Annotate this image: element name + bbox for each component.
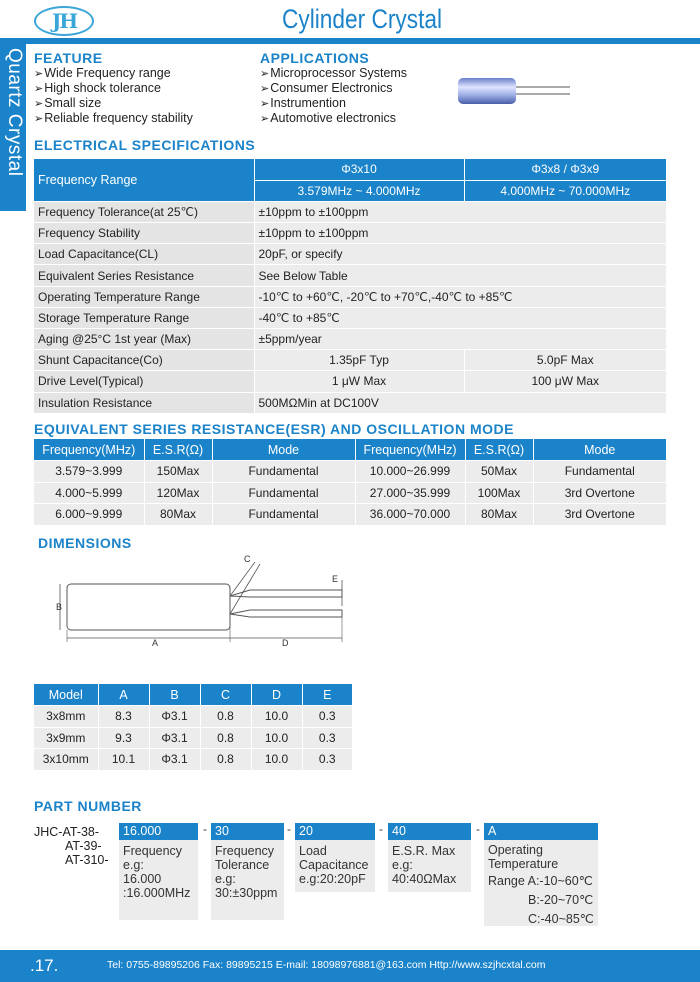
freq-range-label: Frequency Range bbox=[34, 159, 254, 201]
spec-value: 5.0pF Max bbox=[464, 350, 667, 371]
spec-header-row bbox=[34, 159, 667, 180]
dim-cell: Φ3.1 bbox=[149, 727, 200, 749]
pn-field-tolerance bbox=[211, 823, 284, 920]
pn-desc-line: Load bbox=[299, 844, 327, 858]
esr-col-header: E.S.R(Ω) bbox=[465, 439, 533, 461]
pn-field-desc bbox=[211, 840, 284, 920]
header-bar bbox=[0, 38, 700, 44]
feature-item: ➢ Wide Frequency range bbox=[34, 66, 193, 81]
feature-heading: FEATURE bbox=[34, 50, 103, 66]
pn-desc-line: 40:40ΩMax bbox=[392, 872, 457, 886]
spec-row bbox=[34, 223, 667, 244]
esr-cell: 80Max bbox=[144, 504, 212, 526]
applications-list bbox=[260, 66, 407, 126]
dim-cell: 10.1 bbox=[98, 749, 149, 771]
dim-cell: 3x10mm bbox=[34, 749, 98, 771]
esr-col-header: Mode bbox=[533, 439, 667, 461]
table-row bbox=[34, 482, 667, 504]
spec-row bbox=[34, 392, 667, 413]
spec-label: Frequency Stability bbox=[34, 223, 254, 244]
dim-cell: 10.0 bbox=[251, 749, 302, 771]
dim-cell: 0.8 bbox=[200, 706, 251, 728]
esr-cell: 50Max bbox=[465, 461, 533, 483]
pn-desc-line: Tolerance bbox=[215, 858, 270, 872]
pn-field-frequency bbox=[119, 823, 198, 920]
electrical-spec-table bbox=[34, 159, 667, 414]
crystal-product-image bbox=[458, 74, 570, 108]
spec-value: See Below Table bbox=[254, 265, 667, 286]
electrical-heading: ELECTRICAL SPECIFICATIONS bbox=[34, 137, 256, 153]
dim-col-header: C bbox=[200, 684, 251, 706]
pn-desc-line: e.g: bbox=[123, 858, 144, 872]
esr-col-header: Frequency(MHz) bbox=[34, 439, 144, 461]
spec-value: ±5ppm/year bbox=[254, 329, 667, 350]
dim-col-header: Model bbox=[34, 684, 98, 706]
esr-cell: 27.000~35.999 bbox=[355, 482, 465, 504]
side-tab-label: Quartz Crystal bbox=[4, 48, 25, 177]
spec-value: -10℃ to +60℃, -20℃ to +70℃,-40℃ to +85℃ bbox=[254, 286, 667, 307]
dim-cell: 0.3 bbox=[302, 727, 353, 749]
esr-header-row bbox=[34, 439, 667, 461]
dim-cell: 3x8mm bbox=[34, 706, 98, 728]
application-item: ➢ Microprocessor Systems bbox=[260, 66, 407, 81]
dim-cell: Φ3.1 bbox=[149, 706, 200, 728]
dim-label-d: D bbox=[282, 638, 289, 648]
table-row bbox=[34, 749, 353, 771]
esr-cell: Fundamental bbox=[212, 461, 355, 483]
spec-label: Insulation Resistance bbox=[34, 392, 254, 413]
part-code: JHC-AT-38- bbox=[34, 825, 100, 839]
dimension-drawing bbox=[50, 550, 350, 650]
esr-cell: 3.579~3.999 bbox=[34, 461, 144, 483]
pn-field-desc bbox=[484, 840, 598, 926]
dim-cell: 10.0 bbox=[251, 706, 302, 728]
esr-col-header: Frequency(MHz) bbox=[355, 439, 465, 461]
pn-dash: - bbox=[379, 822, 383, 836]
pn-field-desc bbox=[119, 840, 198, 920]
spec-row bbox=[34, 286, 667, 307]
spec-value: ±10ppm to ±100ppm bbox=[254, 201, 667, 222]
col-head-3x10: Φ3x10 bbox=[254, 159, 464, 180]
spec-label: Drive Level(Typical) bbox=[34, 371, 254, 392]
spec-label: Equivalent Series Resistance bbox=[34, 265, 254, 286]
company-logo bbox=[34, 6, 94, 36]
dim-col-header: A bbox=[98, 684, 149, 706]
applications-heading: APPLICATIONS bbox=[260, 50, 370, 66]
pn-dash: - bbox=[476, 822, 480, 836]
pn-desc-line: Capacitance bbox=[299, 858, 369, 872]
pn-desc-line: C:-40~85℃ bbox=[528, 912, 594, 926]
part-number-codes bbox=[34, 825, 109, 867]
dim-cell: 0.3 bbox=[302, 749, 353, 771]
page-number: .17. bbox=[30, 956, 59, 975]
pn-field-code: 40 bbox=[388, 823, 471, 840]
feature-item: ➢ High shock tolerance bbox=[34, 81, 193, 96]
spec-value: -40℃ to +85℃ bbox=[254, 307, 667, 328]
dim-label-a: A bbox=[152, 638, 159, 648]
pn-dash: - bbox=[203, 822, 207, 836]
dimensions-heading: DIMENSIONS bbox=[38, 535, 132, 551]
table-row bbox=[34, 504, 667, 526]
dim-cell: Φ3.1 bbox=[149, 749, 200, 771]
pn-field-code: 20 bbox=[295, 823, 375, 840]
feature-item: ➢ Reliable frequency stability bbox=[34, 111, 193, 126]
pn-field-desc bbox=[388, 840, 471, 892]
pn-field-load-capacitance bbox=[295, 823, 375, 892]
pn-desc-line: Range A:-10~60℃ bbox=[488, 874, 593, 888]
dim-col-header: B bbox=[149, 684, 200, 706]
dim-cell: 3x9mm bbox=[34, 727, 98, 749]
spec-label: Frequency Tolerance(at 25℃) bbox=[34, 201, 254, 222]
part-number-heading: PART NUMBER bbox=[34, 798, 142, 814]
spec-label: Operating Temperature Range bbox=[34, 286, 254, 307]
esr-cell: 36.000~70.000 bbox=[355, 504, 465, 526]
application-item: ➢ Automotive electronics bbox=[260, 111, 407, 126]
pn-dash: - bbox=[287, 822, 291, 836]
dim-col-header: D bbox=[251, 684, 302, 706]
spec-row bbox=[34, 350, 667, 371]
logo-text: JH bbox=[51, 9, 77, 33]
dim-label-b: B bbox=[56, 602, 63, 612]
part-code: AT-310- bbox=[65, 853, 109, 867]
pn-field-code: 16.000 bbox=[119, 823, 198, 840]
esr-cell: 4.000~5.999 bbox=[34, 482, 144, 504]
pn-desc-line: Frequency bbox=[215, 844, 275, 858]
spec-row bbox=[34, 329, 667, 350]
pn-desc-line: e.g:20:20pF bbox=[299, 872, 366, 886]
esr-cell: 100Max bbox=[465, 482, 533, 504]
pn-desc-line: Operating bbox=[488, 843, 543, 857]
esr-cell: Fundamental bbox=[533, 461, 667, 483]
pn-desc-line: 30:±30ppm bbox=[215, 886, 278, 900]
dim-cell: 8.3 bbox=[98, 706, 149, 728]
pn-field-code: 30 bbox=[211, 823, 284, 840]
range-3x10: 3.579MHz ~ 4.000MHz bbox=[254, 180, 464, 201]
spec-value: 20pF, or specify bbox=[254, 244, 667, 265]
esr-col-header: E.S.R(Ω) bbox=[144, 439, 212, 461]
application-item: ➢ Instrumention bbox=[260, 96, 407, 111]
pn-field-code: A bbox=[484, 823, 598, 840]
esr-cell: 3rd Overtone bbox=[533, 482, 667, 504]
pn-desc-line: 16.000 bbox=[123, 872, 162, 886]
feature-item: ➢ Small size bbox=[34, 96, 193, 111]
dim-header-row bbox=[34, 684, 353, 706]
spec-value: ±10ppm to ±100ppm bbox=[254, 223, 667, 244]
contact-info: Tel: 0755-89895206 Fax: 89895215 E-mail: 18098976881@163.com Http://www.szjhcxtal.com bbox=[107, 959, 546, 971]
footer-bar bbox=[0, 950, 700, 982]
esr-heading: EQUIVALENT SERIES RESISTANCE(ESR) AND OSCILLATION MODE bbox=[34, 421, 514, 437]
dimensions-table bbox=[34, 684, 353, 771]
esr-cell: 80Max bbox=[465, 504, 533, 526]
feature-list bbox=[34, 66, 193, 126]
pn-desc-line: e.g: bbox=[215, 872, 236, 886]
pn-desc-line: e.g: bbox=[392, 858, 413, 872]
spec-row bbox=[34, 265, 667, 286]
spec-row bbox=[34, 307, 667, 328]
pn-desc-line: E.S.R. Max bbox=[392, 844, 456, 858]
col-head-3x8-3x9: Φ3x8 / Φ3x9 bbox=[464, 159, 667, 180]
dim-label-c: C bbox=[244, 554, 251, 564]
esr-table bbox=[34, 439, 667, 526]
esr-cell: 150Max bbox=[144, 461, 212, 483]
spec-row bbox=[34, 371, 667, 392]
spec-row bbox=[34, 244, 667, 265]
dim-cell: 0.3 bbox=[302, 706, 353, 728]
esr-cell: 10.000~26.999 bbox=[355, 461, 465, 483]
esr-cell: 120Max bbox=[144, 482, 212, 504]
dim-cell: 0.8 bbox=[200, 749, 251, 771]
table-row bbox=[34, 461, 667, 483]
application-item: ➢ Consumer Electronics bbox=[260, 81, 407, 96]
esr-cell: Fundamental bbox=[212, 504, 355, 526]
pn-desc-line: Temperature bbox=[488, 857, 559, 871]
spec-label: Storage Temperature Range bbox=[34, 307, 254, 328]
table-row bbox=[34, 706, 353, 728]
spec-value: 1 μW Max bbox=[254, 371, 464, 392]
pn-field-esr bbox=[388, 823, 471, 892]
pn-field-desc bbox=[295, 840, 375, 892]
esr-col-header: Mode bbox=[212, 439, 355, 461]
spec-label: Load Capacitance(CL) bbox=[34, 244, 254, 265]
pn-desc-line: Frequency bbox=[123, 844, 183, 858]
range-3x8-3x9: 4.000MHz ~ 70.000MHz bbox=[464, 180, 667, 201]
spec-label: Shunt Capacitance(Co) bbox=[34, 350, 254, 371]
page-title: Cylinder Crystal bbox=[282, 4, 443, 34]
side-tab bbox=[0, 44, 26, 211]
table-row bbox=[34, 727, 353, 749]
esr-cell: Fundamental bbox=[212, 482, 355, 504]
pn-desc-line: :16.000MHz bbox=[123, 886, 191, 900]
dim-cell: 9.3 bbox=[98, 727, 149, 749]
spec-row bbox=[34, 201, 667, 222]
dim-label-e: E bbox=[332, 574, 339, 584]
pn-desc-line: B:-20~70℃ bbox=[528, 893, 594, 907]
esr-cell: 3rd Overtone bbox=[533, 504, 667, 526]
pn-field-operating-temperature bbox=[484, 823, 598, 926]
spec-value: 1.35pF Typ bbox=[254, 350, 464, 371]
dim-cell: 10.0 bbox=[251, 727, 302, 749]
part-code: AT-39- bbox=[65, 839, 102, 853]
dim-cell: 0.8 bbox=[200, 727, 251, 749]
dim-col-header: E bbox=[302, 684, 353, 706]
esr-cell: 6.000~9.999 bbox=[34, 504, 144, 526]
spec-label: Aging @25°C 1st year (Max) bbox=[34, 329, 254, 350]
spec-value: 100 μW Max bbox=[464, 371, 667, 392]
spec-value: 500MΩMin at DC100V bbox=[254, 392, 667, 413]
